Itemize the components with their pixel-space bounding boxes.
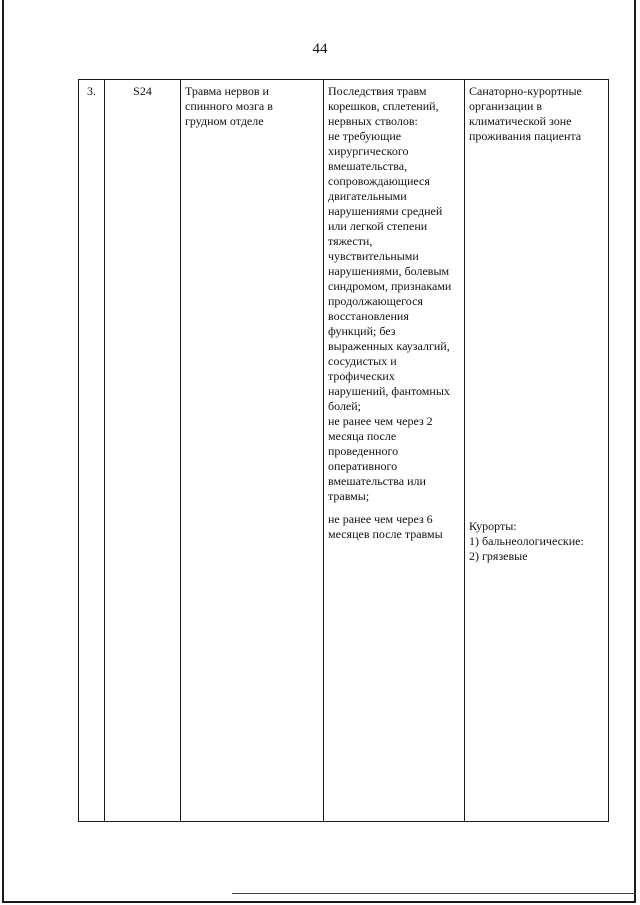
indication-line: трофических [328,369,395,383]
resort-line: 2) грязевые [469,549,528,563]
indication-line: синдромом, признаками [328,279,452,293]
indication-line: функций; без [328,324,396,338]
indications-cell [324,80,465,822]
table-row [79,80,609,822]
indication-line: продолжающегося [328,294,423,308]
icd-code-cell [105,80,181,822]
diagnosis-line: грудном отделе [185,114,264,128]
resort-line: климатической зоне [469,114,572,128]
indication-line: нарушениями, болевым [328,264,450,278]
indication-line: Последствия травм [328,84,427,98]
indication-line: месяцев после травмы [328,527,443,541]
indication-line: болей; [328,399,362,413]
indication-line: нервных стволов: [328,114,418,128]
indication-line: нарушениями средней [328,204,443,218]
resort-line: 1) бальнеологические: [469,534,584,548]
indication-line: месяца после [328,429,397,443]
indication-line: вмешательства или [328,474,426,488]
indication-line: чувствительными [328,249,419,263]
row-number: 3. [87,84,96,98]
indication-line: вмешательства, [328,159,408,173]
indication-line: восстановления [328,309,409,323]
indication-line: нарушений, фантомных [328,384,450,398]
indication-line: хирургического [328,144,409,158]
row-number-cell [79,80,105,822]
indication-line: не ранее чем через 2 [328,414,433,428]
resort-line: организации в [469,99,543,113]
diagnosis-cell [181,80,324,822]
indication-line: сосудистых и [328,354,397,368]
indication-line: не ранее чем через 6 [328,512,433,526]
bottom-edge-line [232,893,636,894]
resort-cell [465,80,609,822]
resort-line: Курорты: [469,519,517,533]
indication-line: тяжести, [328,234,373,248]
resort-line: Санаторно-курортные [469,84,582,98]
indication-line: травмы; [328,489,370,503]
indication-line: не требующие [328,129,402,143]
indication-line: двигательными [328,189,407,203]
page-number: 44 [312,41,328,57]
icd-code: S24 [133,84,152,98]
indication-line: оперативного [328,459,398,473]
indications-table [78,79,609,822]
indication-line: или легкой степени [328,219,428,233]
indication-line: сопровождающиеся [328,174,430,188]
indication-line: корешков, сплетений, [328,99,439,113]
resort-line: проживания пациента [469,129,582,143]
diagnosis-line: Травма нервов и [185,84,269,98]
indication-line: выраженных каузалгий, [328,339,450,353]
diagnosis-line: спинного мозга в [185,99,273,113]
indication-line: проведенного [328,444,399,458]
